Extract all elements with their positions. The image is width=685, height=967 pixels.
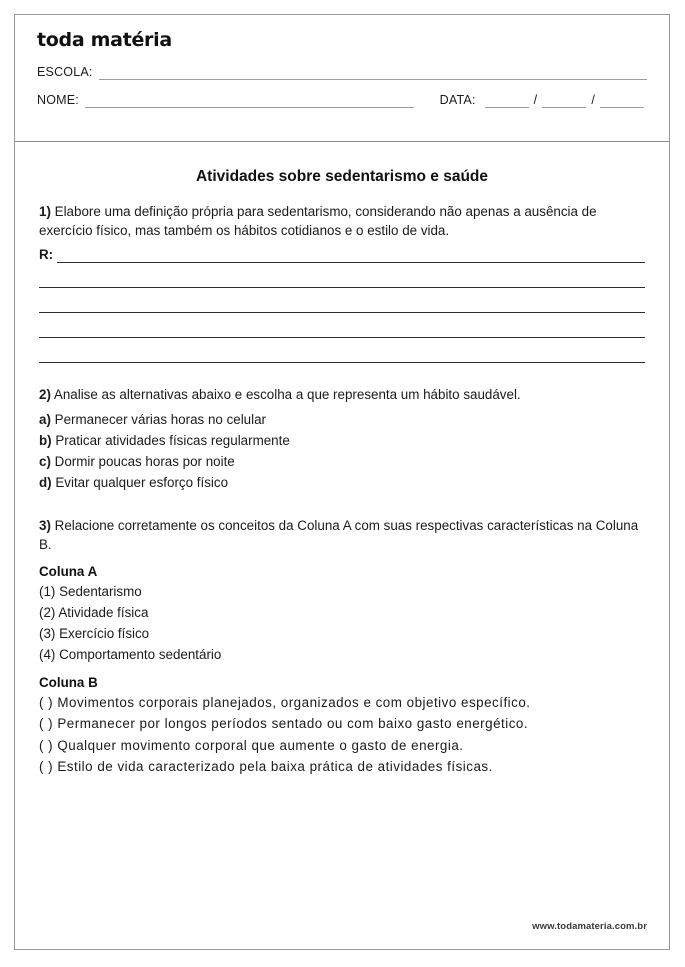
question-1-answer-area — [39, 248, 645, 363]
brand-logo: toda matéria — [37, 29, 172, 51]
alternative-a-text: Permanecer várias horas no celular — [50, 411, 267, 427]
answer-line-4[interactable] — [39, 324, 645, 338]
answer-line-1-row — [39, 248, 645, 263]
column-b-list — [39, 692, 645, 777]
column-a-list — [39, 581, 645, 666]
answer-line-1[interactable] — [57, 249, 645, 263]
column-b-item-1[interactable]: ( ) Movimentos corporais planejados, organizados e com objetivo específico. — [39, 695, 531, 711]
answer-label: R: — [39, 247, 54, 263]
alternative-a[interactable] — [39, 409, 645, 430]
alternative-b[interactable] — [39, 430, 645, 451]
column-a-item-4[interactable]: (4) Comportamento sedentário — [39, 647, 222, 663]
date-month-line[interactable] — [542, 96, 586, 108]
alternative-d-marker: d) — [39, 475, 52, 491]
name-date-field-row — [37, 94, 647, 108]
worksheet-body — [15, 142, 669, 777]
alternative-d-text: Evitar qualquer esforço físico — [51, 475, 229, 491]
column-a-heading: Coluna A — [39, 563, 98, 579]
school-label: ESCOLA: — [37, 65, 93, 79]
alternative-a-marker: a) — [39, 411, 51, 427]
date-label: DATA: — [439, 92, 476, 107]
question-2-number: 2) — [39, 386, 51, 402]
column-a-item-1[interactable]: (1) Sedentarismo — [39, 583, 142, 599]
date-year-line[interactable] — [600, 96, 644, 108]
question-1-text: Elabore uma definição própria para sedentarismo, considerando não apenas a ausência de exercício físico, mas também os hábitos cotidianos e o estilo de vida. — [39, 204, 597, 239]
answer-line-3[interactable] — [39, 299, 645, 313]
column-b-heading: Coluna B — [39, 675, 98, 691]
page-title: Atividades sobre sedentarismo e saúde — [195, 168, 489, 185]
answer-line-2[interactable] — [39, 274, 645, 288]
column-b-item-2[interactable]: ( ) Permanecer por longos períodos sentado ou com baixo gasto energético. — [39, 716, 529, 732]
question-3-text: Relacione corretamente os conceitos da Coluna A com suas respectivas características na Coluna B. — [39, 517, 639, 552]
worksheet-page — [14, 14, 670, 950]
date-separator-1: / — [533, 92, 538, 107]
alternative-b-marker: b) — [39, 433, 52, 448]
worksheet-header — [15, 15, 669, 142]
name-input-line[interactable] — [85, 96, 414, 108]
answer-line-5[interactable] — [39, 349, 645, 363]
alternative-c-marker: c) — [39, 454, 51, 470]
school-field-row — [37, 66, 647, 80]
footer-url: www.todamateria.com.br — [532, 921, 647, 932]
alternative-d[interactable] — [39, 472, 645, 493]
column-a-item-3[interactable]: (3) Exercício físico — [39, 625, 150, 641]
name-label: NOME: — [37, 92, 79, 107]
spacer — [39, 494, 645, 516]
question-2-text: Analise as alternativas abaixo e escolha a que representa um hábito saudável. — [50, 386, 521, 402]
date-day-line[interactable] — [485, 96, 529, 108]
question-1 — [39, 202, 645, 240]
alternative-b-text: Praticar atividades físicas regularmente — [51, 433, 290, 448]
column-a-item-2[interactable]: (2) Atividade física — [39, 604, 149, 620]
question-2-alternatives — [39, 409, 645, 494]
school-input-line[interactable] — [99, 68, 647, 80]
alternative-c-text: Dormir poucas horas por noite — [50, 454, 235, 470]
column-b-item-3[interactable]: ( ) Qualquer movimento corporal que aumente o gasto de energia. — [39, 737, 464, 753]
question-2 — [39, 385, 645, 404]
question-3 — [39, 516, 645, 554]
column-b-item-4[interactable]: ( ) Estilo de vida caracterizado pela baixa prática de atividades físicas. — [39, 758, 493, 774]
question-3-number: 3) — [39, 517, 51, 533]
question-1-number: 1) — [39, 204, 51, 219]
date-field-group — [414, 94, 647, 108]
alternative-c[interactable] — [39, 451, 645, 472]
date-separator-2: / — [591, 92, 595, 107]
